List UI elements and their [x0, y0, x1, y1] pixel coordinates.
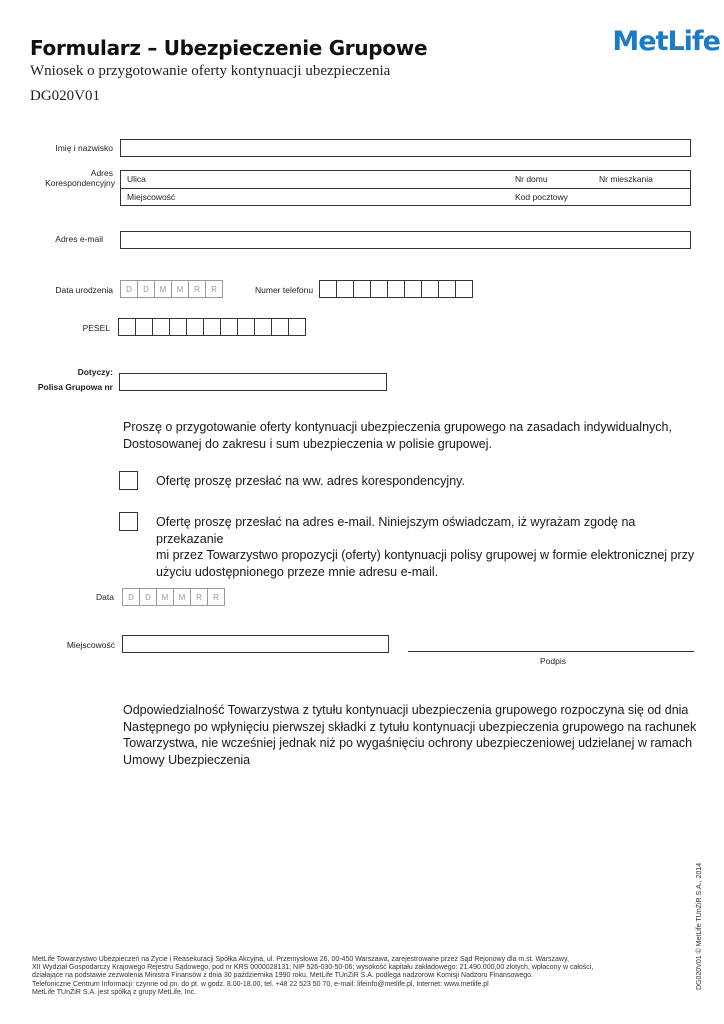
pesel-cell[interactable] — [271, 318, 289, 336]
liability-line: Umowy Ubezpieczenia — [123, 752, 251, 767]
address-label-2: Korespondencyjny — [45, 178, 115, 188]
request-line: Dostosowanej do zakresu i sum ubezpieczenia w polisie grupowej. — [123, 436, 492, 451]
phone-cell[interactable] — [438, 280, 456, 298]
street-label: Ulica — [127, 174, 146, 184]
policy-number-field[interactable] — [119, 373, 387, 391]
email-offer-line: użyciu udostępnionego przeze mnie adresu e-mail. — [156, 564, 439, 579]
metlife-logo: MetLife — [612, 26, 720, 57]
name-label: Imię i nazwisko — [55, 143, 113, 153]
policy-label: Polisa Grupowa nr — [37, 382, 113, 392]
dob-cell[interactable]: D — [137, 280, 155, 298]
address-field[interactable] — [120, 170, 691, 206]
page-title: Formularz – Ubezpieczenie Grupowe — [30, 36, 428, 60]
phone-cell[interactable] — [370, 280, 388, 298]
address-label-1: Adres — [90, 168, 113, 178]
date-cell[interactable]: D — [139, 588, 157, 606]
date-cell[interactable]: M — [173, 588, 191, 606]
phone-label: Numer telefonu — [255, 285, 314, 295]
copyright-text: DG020V01 © MetLife TUnŻiR S.A., 2014 — [696, 862, 703, 990]
email-offer-text — [156, 514, 701, 580]
dob-cells[interactable] — [120, 280, 223, 298]
liability-line: Odpowiedzialność Towarzystwa z tytułu kontynuacji ubezpieczenia grupowego rozpoczyna się od dnia — [123, 703, 689, 717]
pesel-cell[interactable] — [203, 318, 221, 336]
request-line: Proszę o przygotowanie oferty kontynuacji ubezpieczenia grupowego na zasadach indywidualnych, — [123, 420, 672, 434]
phone-cells[interactable] — [319, 280, 473, 298]
postal-offer-checkbox[interactable] — [119, 471, 138, 490]
dob-cell[interactable]: R — [188, 280, 206, 298]
email-offer-line: Ofertę proszę przesłać na adres e-mail. Niniejszym oświadczam, iż wyrażam zgodę na przekazanie — [156, 515, 636, 546]
pesel-cell[interactable] — [220, 318, 238, 336]
email-offer-checkbox[interactable] — [119, 512, 138, 531]
house-number-label: Nr domu — [515, 174, 548, 184]
postal-code-label: Kod pocztowy — [515, 192, 568, 202]
pesel-label: PESEL — [82, 323, 110, 333]
date-cells[interactable] — [122, 588, 225, 606]
liability-line: Następnego po wpłynięciu pierwszej składki z tytułu kontynuacji ubezpieczenia grupowego na rachunek — [123, 719, 697, 734]
dob-cell[interactable]: R — [205, 280, 223, 298]
dob-label: Data urodzenia — [55, 285, 113, 295]
date-label: Data — [96, 592, 114, 602]
pesel-cell[interactable] — [288, 318, 306, 336]
pesel-cell[interactable] — [186, 318, 204, 336]
date-cell[interactable]: R — [190, 588, 208, 606]
pesel-cell[interactable] — [237, 318, 255, 336]
address-divider — [121, 188, 690, 189]
pesel-cell[interactable] — [254, 318, 272, 336]
pesel-cell[interactable] — [135, 318, 153, 336]
footer-line: MetLife TUnŻiR S.A. jest spółką z grupy MetLife, Inc. — [32, 988, 197, 996]
pesel-cell[interactable] — [169, 318, 187, 336]
postal-offer-label: Ofertę proszę przesłać na ww. adres korespondencyjny. — [156, 474, 465, 488]
city-label: Miejscowość — [127, 192, 176, 202]
pesel-cells[interactable] — [118, 318, 306, 336]
name-field[interactable] — [120, 139, 691, 157]
footer-line: XII Wydział Gospodarczy Krajowego Rejestru Sądowego, pod nr KRS 0000028131; NIP 526-030-50-06; wysokość kapitału zakładowego: 21.490.000,00 złotych, wpłacony w całości, — [32, 964, 594, 972]
date-cell[interactable]: D — [122, 588, 140, 606]
phone-cell[interactable] — [421, 280, 439, 298]
phone-cell[interactable] — [336, 280, 354, 298]
dob-cell[interactable]: M — [171, 280, 189, 298]
page-subtitle: Wniosek o przygotowanie oferty kontynuacji ubezpieczenia — [30, 63, 391, 79]
place-label: Miejscowość — [66, 640, 115, 650]
phone-cell[interactable] — [404, 280, 422, 298]
pesel-cell[interactable] — [152, 318, 170, 336]
phone-cell[interactable] — [319, 280, 337, 298]
form-code: DG020V01 — [30, 88, 100, 104]
pesel-cell[interactable] — [118, 318, 136, 336]
date-cell[interactable]: R — [207, 588, 225, 606]
footer — [32, 956, 682, 997]
apartment-number-label: Nr mieszkania — [599, 174, 653, 184]
footer-line: MetLife Towarzystwo Ubezpieczeń na Życie i Reasekuracji Spółka Akcyjna, ul. Przemysłowa 26, 00-450 Warszawa, zarejestrowane przez Sąd Rejonowy dla m.st. Warszawy, — [32, 956, 569, 963]
email-offer-line: mi przez Towarzystwo propozycji (oferty) kontynuacji polisy grupowej w formie elektronicznej przy — [156, 548, 695, 562]
email-field[interactable] — [120, 231, 691, 249]
footer-line: Telefoniczne Centrum Informacji: czynne od pn. do pt. w godz. 8.00-18.00, tel. +48 22 523 50 70, e-mail: lifeinfo@metlife.pl, Internet: www.metlife.pl — [32, 980, 489, 988]
phone-cell[interactable] — [387, 280, 405, 298]
email-label: Adres e-mail — [55, 234, 103, 244]
signature-label: Podpis — [540, 656, 566, 666]
request-paragraph — [123, 419, 703, 452]
liability-paragraph — [123, 702, 713, 768]
phone-cell[interactable] — [455, 280, 473, 298]
liability-line: Towarzystwa, nie wcześniej jednak niż po wygaśnięciu ochrony ubezpieczeniowej udzielanej w ramach — [123, 736, 693, 750]
signature-line[interactable] — [408, 651, 694, 652]
dob-cell[interactable]: D — [120, 280, 138, 298]
footer-line: działające na podstawie zezwolenia Ministra Finansów z dnia 30 października 1990 roku. MetLife TUnŻiR S.A. podlega nadzorowi Komisji Nadzoru Finansowego. — [32, 972, 534, 980]
dob-cell[interactable]: M — [154, 280, 172, 298]
place-field[interactable] — [122, 635, 389, 653]
date-cell[interactable]: M — [156, 588, 174, 606]
phone-cell[interactable] — [353, 280, 371, 298]
regarding-label: Dotyczy: — [77, 367, 113, 377]
